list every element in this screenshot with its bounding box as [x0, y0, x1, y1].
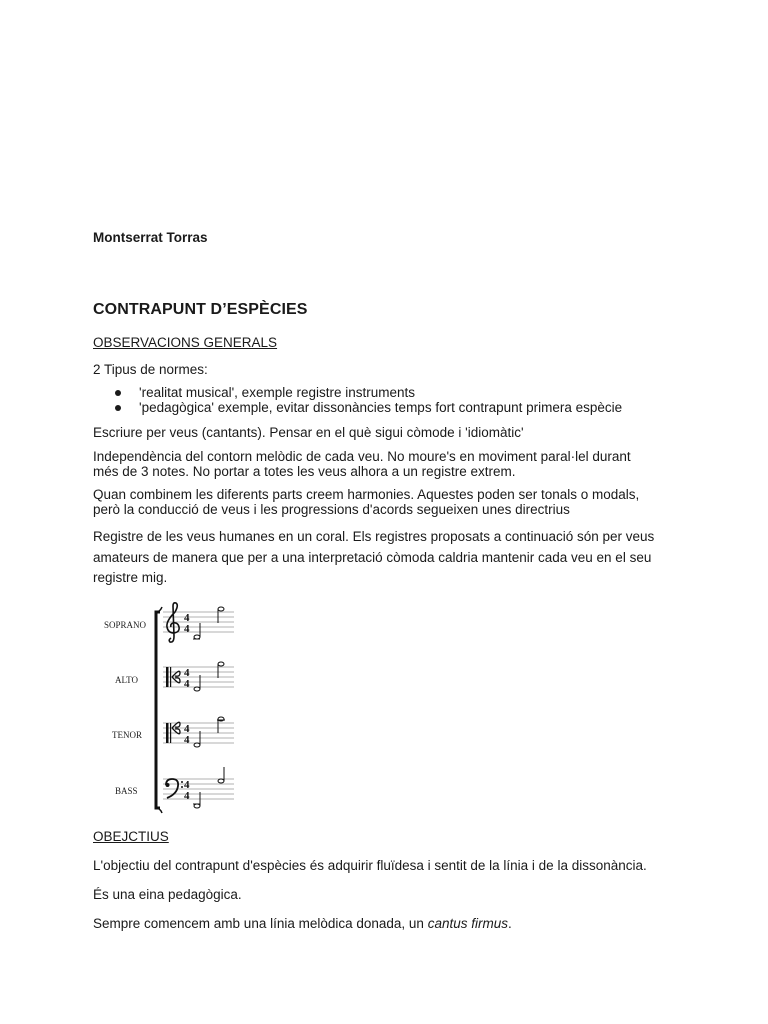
svg-text:4: 4	[184, 790, 190, 802]
page-title: CONTRAPUNT D’ESPÈCIES	[93, 301, 308, 318]
norms-intro: 2 Tipus de normes:	[93, 362, 208, 377]
bass-notes	[193, 767, 224, 808]
list-item: 'realitat musical', exemple registre instruments	[113, 385, 622, 400]
section-heading-objectives: OBEJCTIUS	[93, 829, 169, 844]
bullet-icon	[115, 405, 121, 411]
alto-notes	[194, 662, 224, 691]
svg-text:4: 4	[184, 612, 190, 624]
system-bracket	[156, 612, 160, 808]
svg-text:4: 4	[184, 623, 190, 635]
cantus-firmus-term: cantus firmus	[427, 916, 508, 931]
svg-text:4: 4	[184, 779, 190, 791]
svg-text:4: 4	[184, 723, 190, 735]
paragraph-voices: Escriure per veus (cantants). Pensar en el què sigui còmode i 'idiomàtic'	[93, 425, 524, 440]
bullet-icon	[115, 390, 121, 396]
time-signatures	[184, 612, 190, 802]
treble-clef-icon	[167, 603, 179, 642]
bass-clef-icon	[166, 779, 184, 798]
staff-alto	[163, 667, 234, 687]
paragraph-objective-3: Sempre comencem amb una línia melòdica donada, un cantus firmus.	[93, 916, 512, 931]
paragraph-independence: Independència del contorn melòdic de cada veu. No moure's en moviment paral·lel durant més de 3 notes. No portar a totes les veus alhora a un registre extrem.	[93, 449, 631, 479]
voice-label-alto: ALTO	[115, 675, 139, 685]
svg-text:4: 4	[184, 678, 190, 690]
paragraph-harmony: Quan combinem les diferents parts creem harmonies. Aquestes poden ser tonals o modals, però la conducció de veus i les progressions d'acords segueixen unes directrius	[93, 487, 640, 517]
svg-text:4: 4	[184, 667, 190, 679]
c-clef-icon	[166, 722, 180, 743]
list-item: 'pedagògica' exemple, evitar dissonàncies temps fort contrapunt primera espècie	[113, 400, 622, 415]
paragraph-objective-2: És una eina pedagògica.	[93, 887, 242, 902]
svg-text:4: 4	[184, 734, 190, 746]
author-name: Montserrat Torras	[93, 230, 208, 245]
voice-label-soprano: SOPRANO	[104, 620, 147, 630]
tenor-notes	[194, 717, 225, 747]
paragraph-register: Registre de les veus humanes en un coral. Els registres proposats a continuació són per veus amateurs de manera que per a una interpretació còmoda caldria mantenir cada veu en el seu registre mig.	[93, 529, 655, 585]
voice-label-tenor: TENOR	[112, 730, 142, 740]
norms-list	[113, 385, 622, 415]
section-heading-general: OBSERVACIONS GENERALS	[93, 335, 278, 350]
paragraph-objective-1: L'objectiu del contrapunt d'espècies és adquirir fluïdesa i sentit de la línia i de la dissonància.	[93, 858, 647, 873]
voice-label-bass: BASS	[115, 786, 138, 796]
vocal-range-score	[93, 598, 265, 820]
